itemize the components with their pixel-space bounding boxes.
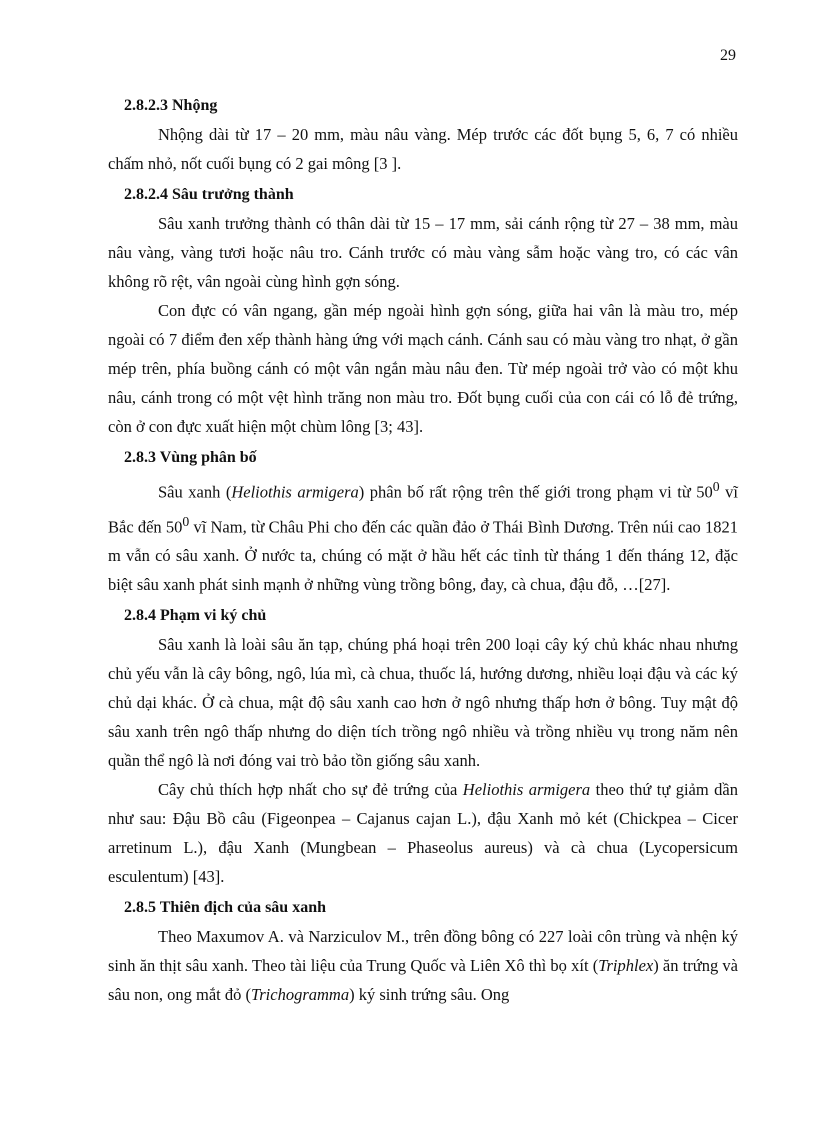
text-run: ) ăn trứng và sâu non, ong mắt đỏ ( xyxy=(108,956,738,1004)
species-name: Triphlex xyxy=(598,956,654,975)
paragraph xyxy=(108,775,738,891)
section-heading: 2.8.5 Thiên địch của sâu xanh xyxy=(124,899,326,916)
species-name: Heliothis armigera xyxy=(462,780,591,799)
text-run: ) phân bố rất rộng trên thế giới trong phạm vi từ 50 xyxy=(358,482,713,502)
paragraph: Con đực có vân ngang, gần mép ngoài hình gợn sóng, giữa hai vân là màu tro, mép ngoài có 7 điểm đen xếp thành hàng ứng với mạch cánh. Cánh sau có màu vàng tro nhạt, ở gần mép trên, phía buồng cánh có một vân ngắn màu nâu đen. Từ mép ngoài trở vào có một khu nâu, cánh trong có một vệt hình trăng non màu tro. Đốt bụng cuối của con cái có lỗ đẻ trứng, còn ở con đực xuất hiện một chùm lông [3; 43]. xyxy=(108,301,738,436)
section-vung-phan-bo xyxy=(108,444,738,599)
paragraph xyxy=(108,472,738,599)
text-run: Theo Maxumov A. và Narziculov M., trên đồng bông có 227 loài côn trùng và nhện ký sinh ăn thịt sâu xanh. Theo tài liệu của Trung Quốc và Liên Xô thì bọ xít ( xyxy=(108,927,738,975)
text-run: ) ký sinh trứng sâu. Ong xyxy=(349,985,510,1004)
text-run: vĩ Bắc đến 50 xyxy=(108,482,738,536)
degree-mark: 0 xyxy=(182,513,190,529)
paragraph xyxy=(108,922,738,1009)
section-nhong xyxy=(108,92,738,178)
section-heading: 2.8.3 Vùng phân bố xyxy=(124,449,257,466)
text-run: Sâu xanh ( xyxy=(158,482,232,502)
section-thien-dich xyxy=(108,894,738,1009)
section-sau-truong-thanh xyxy=(108,181,738,441)
section-heading: 2.8.2.3 Nhộng xyxy=(124,97,218,114)
paragraph: Sâu xanh là loài sâu ăn tạp, chúng phá hoại trên 200 loại cây ký chủ khác nhau nhưng chủ yếu vẫn là cây bông, ngô, lúa mì, cà chua, thuốc lá, hướng dương, nhiều loại đậu và các ký chủ dại khác. Ở cà chua, mật độ sâu xanh cao hơn ở ngô nhưng thấp hơn ở bông. Tuy mật độ sâu xanh trên ngô thấp nhưng do diện tích trồng ngô nhiều và trồng nhiều vụ trong năm nên quần thể ngô là nơi đóng vai trò bảo tồn giống sâu xanh. xyxy=(108,635,738,770)
section-heading: 2.8.2.4 Sâu trưởng thành xyxy=(124,186,294,203)
text-run: Cây chủ thích hợp nhất cho sự đẻ trứng của xyxy=(158,780,463,799)
page-content xyxy=(108,92,738,1009)
text-run: vĩ Nam, từ Châu Phi cho đến các quần đảo ở Thái Bình Dương. Trên núi cao 1821 m vẫn có sâu xanh. Ở nước ta, chúng có mặt ở hầu hết các tỉnh từ tháng 1 đến tháng 12, đặc biệt sâu xanh phát sinh mạnh ở những vùng trồng bông, đay, cà chua, đậu đỗ, …[27]. xyxy=(108,517,738,594)
degree-mark: 0 xyxy=(712,479,720,494)
text-run: theo thứ tự giảm dần như sau: Đậu Bồ câu (Figeonpea – Cajanus cajan L.), đậu Xanh mỏ két (Chickpea – Cicer arretinum L.), đậu Xanh (Mungbean – Phaseolus aureus) và cà chua (Lycopersicum esculentum) [43]. xyxy=(108,780,738,886)
species-name: Trichogramma xyxy=(250,985,350,1004)
section-heading: 2.8.4 Phạm vi ký chủ xyxy=(124,607,267,624)
section-pham-vi-ky-chu xyxy=(108,602,738,891)
paragraph: Sâu xanh trưởng thành có thân dài từ 15 – 17 mm, sải cánh rộng từ 27 – 38 mm, màu nâu vàng, vàng tươi hoặc nâu tro. Cánh trước có màu vàng sẫm hoặc vàng tro, có các vân không rõ rệt, vân ngoài cùng hình gợn sóng. xyxy=(108,214,738,291)
species-name: Heliothis armigera xyxy=(231,482,359,502)
page-number: 29 xyxy=(720,47,736,64)
paragraph: Nhộng dài từ 17 – 20 mm, màu nâu vàng. Mép trước các đốt bụng 5, 6, 7 có nhiều chấm nhỏ, nốt cuối bụng có 2 gai mông [3 ]. xyxy=(108,125,738,173)
